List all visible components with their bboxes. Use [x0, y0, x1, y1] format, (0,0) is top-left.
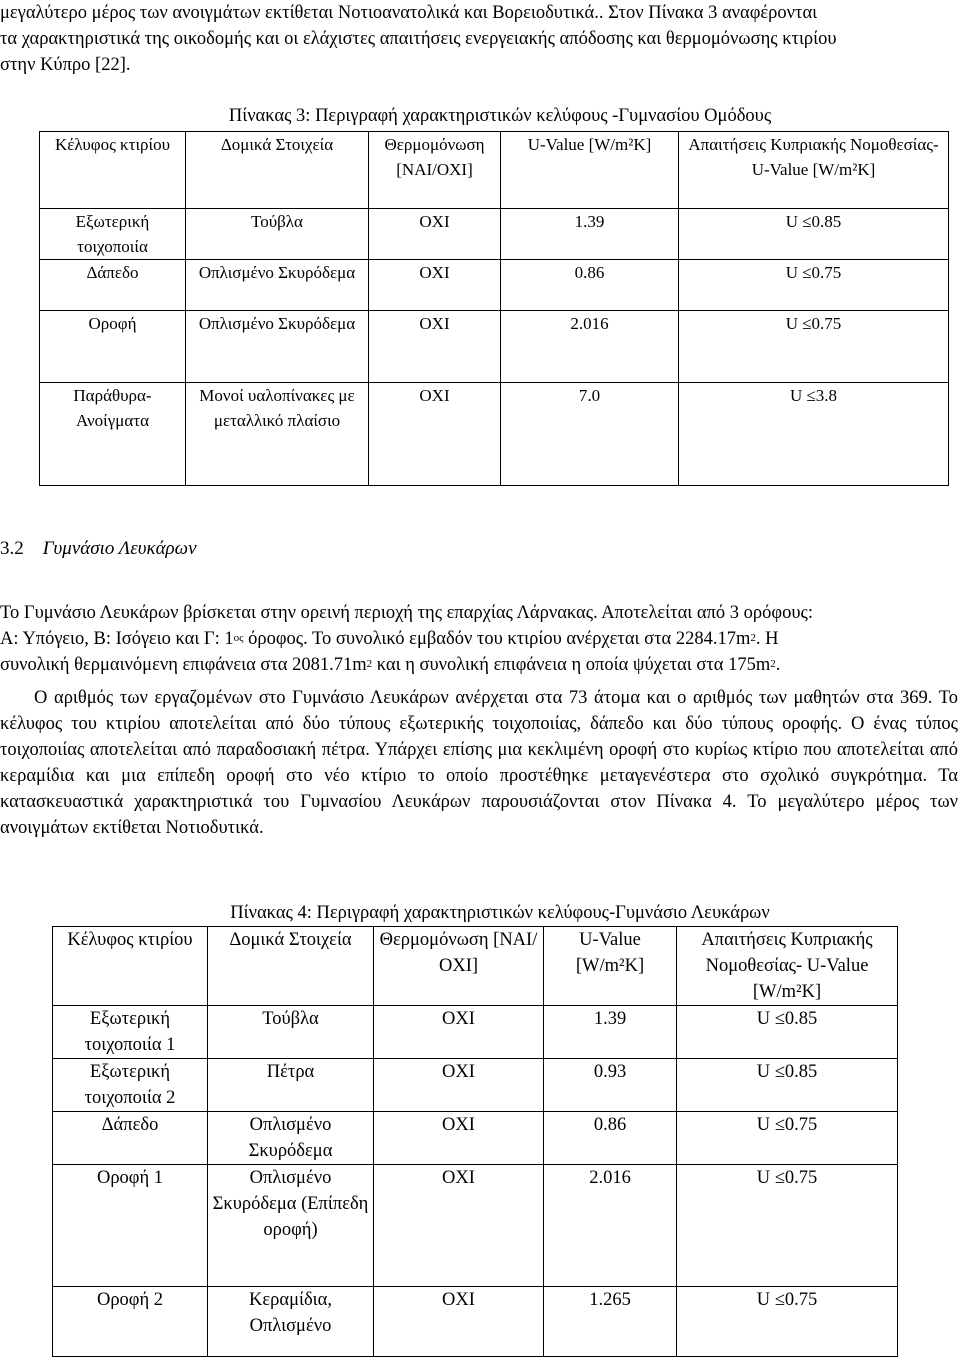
- table3-cell: ΟΧΙ: [369, 260, 501, 311]
- table3-header-cell: Κέλυφος κτιρίου: [40, 132, 186, 209]
- table4-cell: Οροφή 1: [53, 1165, 208, 1287]
- table3-cell: 7.0: [501, 383, 679, 486]
- table4-cell: U ≤0.75: [677, 1112, 898, 1165]
- table4-cell: ΟΧΙ: [374, 1112, 544, 1165]
- paragraph-2-line-3: [0, 652, 958, 678]
- superscript: 2: [770, 658, 776, 670]
- text-span: .: [775, 655, 781, 675]
- table4-cell: Τούβλα: [208, 1006, 374, 1059]
- table4-header-cell: U-Value [W/m²K]: [544, 927, 677, 1006]
- section-title: Γυμνάσιο Λευκάρων: [42, 538, 197, 559]
- table4: [52, 926, 898, 1357]
- table3-cell: Τούβλα: [186, 209, 369, 260]
- table4-caption: Πίνακας 4: Περιγραφή χαρακτηριστικών κελύφους-Γυμνάσιο Λευκάρων: [230, 903, 770, 923]
- table4-cell: 0.93: [544, 1059, 677, 1112]
- paragraph-3: Ο αριθμός των εργαζομένων στο Γυμνάσιο Λευκάρων ανέρχεται στα 73 άτομα και ο αριθμός των μαθητών στα 369. Το κέλυφος του κτιρίου αποτελείται από δύο τύπους εξωτερικής τοιχοποιίας, δάπεδο και δύο τύπους οροφής. Ο ένας τύπος τοιχοποιίας αποτελείται από παραδοσιακή πέτρα. Υπάρχει επίσης μια κεκλιμένη οροφή στο κυρίως κτίριο που αποτελείται από κεραμίδια και μια επίπεδη οροφή στο νέο κτίριο το οποίο προστέθηκε μεταγενέστερα στο σχολικό συγκρότημα. Τα κατασκευαστικά χαρακτηριστικά του Γυμνασίου Λευκάρων παρουσιάζονται στον Πίνακα 4. Το μεγαλύτερο μέρος των ανοιγμάτων εκτίθεται Νοτιοδυτικά.: [0, 688, 958, 838]
- table-row: [53, 1287, 898, 1357]
- superscript: 2: [366, 658, 373, 670]
- table-row: [40, 383, 949, 486]
- table4-cell: Οπλισμένο Σκυρόδεμα: [208, 1112, 374, 1165]
- table3-cell: Εξωτερική τοιχοποιία: [40, 209, 186, 260]
- table4-cell: Κεραμίδια, Οπλισμένο: [208, 1287, 374, 1357]
- table3-cell: ΟΧΙ: [369, 383, 501, 486]
- table3-cell: Παράθυρα-Ανοίγματα: [40, 383, 186, 486]
- table4-header-cell: Απαιτήσεις Κυπριακής Νομοθεσίας- U-Value [W/m²K]: [677, 927, 898, 1006]
- table3-header-cell: U-Value [W/m²K]: [501, 132, 679, 209]
- table-row: [40, 311, 949, 383]
- table4-cell: Οροφή 2: [53, 1287, 208, 1357]
- text-span: . Η: [755, 629, 779, 649]
- table4-cell: ΟΧΙ: [374, 1165, 544, 1287]
- text-span: συνολική θερμαινόμενη επιφάνεια στα 2081.71m: [0, 655, 367, 675]
- top-paragraph-line-1: μεγαλύτερο μέρος των ανοιγμάτων εκτίθεται Νοτιοανατολικά και Βορειοδυτικά.. Στον Πίνακα 3 αναφέρονται: [0, 3, 818, 23]
- table4-cell: U ≤0.85: [677, 1059, 898, 1112]
- table4-cell: U ≤0.85: [677, 1006, 898, 1059]
- table3-cell: U ≤0.85: [679, 209, 949, 260]
- table3-cell: Οπλισμένο Σκυρόδεμα: [186, 311, 369, 383]
- table3-cell: 2.016: [501, 311, 679, 383]
- section-heading: [0, 536, 197, 562]
- table4-cell: Εξωτερική τοιχοποιία 1: [53, 1006, 208, 1059]
- table3-header-row: [40, 132, 949, 209]
- table4-cell: ΟΧΙ: [374, 1006, 544, 1059]
- table3-cell: U ≤3.8: [679, 383, 949, 486]
- table4-cell: 1.39: [544, 1006, 677, 1059]
- table4-cell: 2.016: [544, 1165, 677, 1287]
- table-row: [53, 1165, 898, 1287]
- table4-header-row: [53, 927, 898, 1006]
- table4-header-cell: Δομικά Στοιχεία: [208, 927, 374, 1006]
- table3-cell: 1.39: [501, 209, 679, 260]
- table4-cell: Δάπεδο: [53, 1112, 208, 1165]
- table3-cell: Μονοί υαλοπίνακες με μεταλλικό πλαίσιο: [186, 383, 369, 486]
- table3-cell: Οροφή: [40, 311, 186, 383]
- text-span: Α: Υπόγειο, Β: Ισόγειο και Γ: 1: [0, 629, 234, 649]
- text-span: και η συνολική επιφάνεια η οποία ψύχεται στα 175m: [372, 655, 771, 675]
- top-paragraph-line-2: τα χαρακτηριστικά της οικοδομής και οι ελάχιστες απαιτήσεις ενεργειακής απόδοσης και θερμομόνωσης κτιρίου: [0, 29, 837, 49]
- table3-cell: Δάπεδο: [40, 260, 186, 311]
- table3-cell: U ≤0.75: [679, 311, 949, 383]
- text-span: όροφος. Το συνολικό εμβαδόν του κτιρίου ανέρχεται στα 2284.17m: [243, 629, 751, 649]
- table-row: [53, 1112, 898, 1165]
- table3-header-cell: Απαιτήσεις Κυπριακής Νομοθεσίας- U-Value [W/m²K]: [679, 132, 949, 209]
- section-number: 3.2: [0, 538, 24, 559]
- table-row: [53, 1006, 898, 1059]
- top-paragraph: [0, 0, 958, 78]
- table4-cell: Οπλισμένο Σκυρόδεμα (Επίπεδη οροφή): [208, 1165, 374, 1287]
- table3-header-cell: Δομικά Στοιχεία: [186, 132, 369, 209]
- table3-cell: Οπλισμένο Σκυρόδεμα: [186, 260, 369, 311]
- table4-cell: U ≤0.75: [677, 1165, 898, 1287]
- superscript: 2: [750, 632, 756, 644]
- table4-cell: U ≤0.75: [677, 1287, 898, 1357]
- table4-cell: Εξωτερική τοιχοποιία 2: [53, 1059, 208, 1112]
- table4-cell: 0.86: [544, 1112, 677, 1165]
- table3-header-cell: Θερμομόνωση [ΝΑΙ/ΟΧΙ]: [369, 132, 501, 209]
- table-row: [40, 260, 949, 311]
- paragraph-2-line-2: [0, 626, 958, 652]
- table4-cell: ΟΧΙ: [374, 1059, 544, 1112]
- top-paragraph-line-3: στην Κύπρο [22].: [0, 55, 131, 75]
- table3-cell: 0.86: [501, 260, 679, 311]
- table3: [39, 131, 949, 486]
- table-row: [53, 1059, 898, 1112]
- superscript: ος: [233, 632, 244, 644]
- table4-header-cell: Κέλυφος κτιρίου: [53, 927, 208, 1006]
- paragraph-2: [0, 600, 958, 678]
- table4-cell: ΟΧΙ: [374, 1287, 544, 1357]
- table3-cell: ΟΧΙ: [369, 311, 501, 383]
- table3-cell: U ≤0.75: [679, 260, 949, 311]
- paragraph-2-line-1: Το Γυμνάσιο Λευκάρων βρίσκεται στην ορεινή περιοχή της επαρχίας Λάρνακας. Αποτελείται από 3 ορόφους:: [0, 603, 813, 623]
- table4-cell: 1.265: [544, 1287, 677, 1357]
- table3-caption: Πίνακας 3: Περιγραφή χαρακτηριστικών κελύφους -Γυμνασίου Ομόδους: [228, 106, 772, 126]
- table4-header-cell: Θερμομόνωση [ΝΑΙ/ΟΧΙ]: [374, 927, 544, 1006]
- table3-cell: ΟΧΙ: [369, 209, 501, 260]
- table-row: [40, 209, 949, 260]
- table4-cell: Πέτρα: [208, 1059, 374, 1112]
